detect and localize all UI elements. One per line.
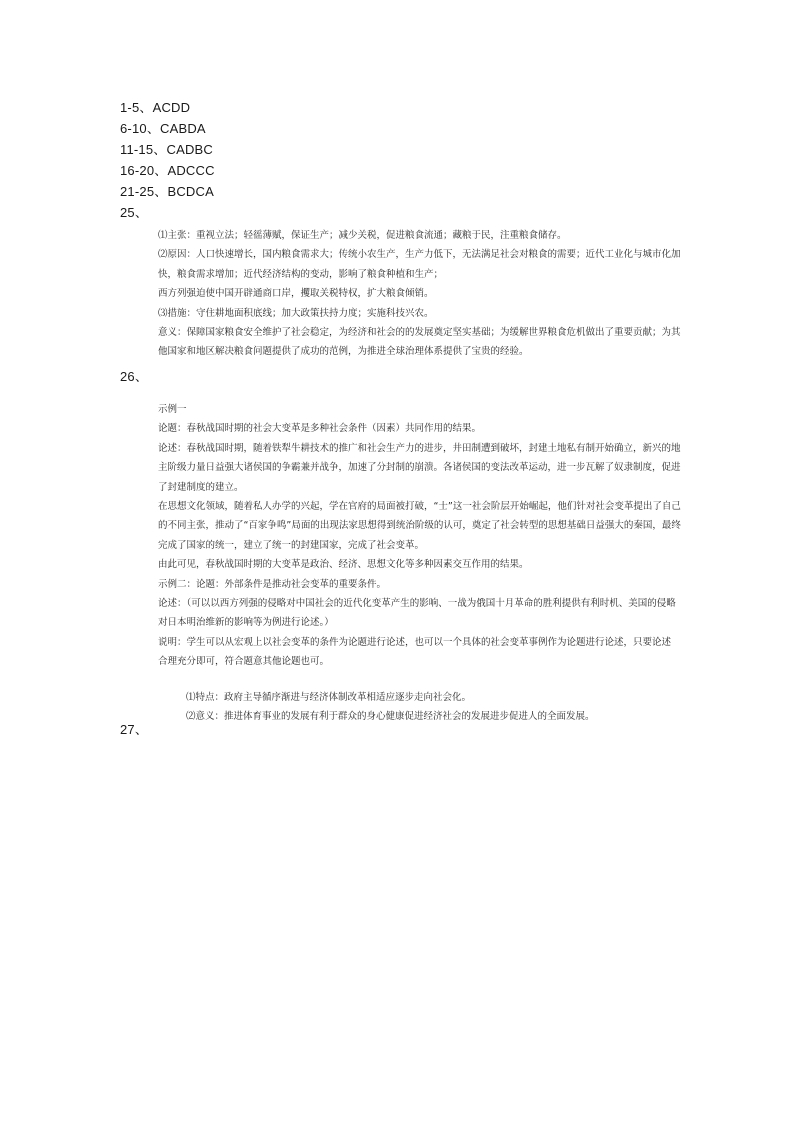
question-26-answer (158, 400, 681, 672)
q26-line: 论述：（可以以西方列强的侵略对中国社会的近代化变革产生的影响、一战为俄国十月革命的胜利提供有利时机、美国的侵略 (158, 598, 676, 610)
q26-line: 示例一 (158, 404, 187, 415)
q26-line: 由此可见，春秋战国时期的大变革是政治、经济、思想文化等多种因素交互作用的结果。 (158, 559, 529, 571)
q26-line: 对日本明治维新的影响等为例进行论述。） (158, 617, 334, 629)
q25-line: 他国家和地区解决粮食问题提供了成功的范例，为推进全球治理体系提供了宝贵的经验。 (158, 346, 529, 358)
q26-line: 主阶级力量日益强大诸侯国的争霸兼并战争，加速了分封制的崩溃。各诸侯国的变法改革运动，进一步瓦解了奴隶制度，促进 (158, 462, 681, 474)
question-26-label: 26、 (120, 369, 149, 384)
q26-line: 论题：春秋战国时期的社会大变革是多种社会条件（因素）共同作用的结果。 (158, 423, 482, 435)
q26-line: 完成了国家的统一，建立了统一的封建国家，完成了社会变革。 (158, 539, 425, 551)
q27-line: ⑴特点：政府主导循序渐进与经济体制改革相适应逐步走向社会化。 (186, 692, 472, 703)
q25-line: ⑴主张：重视立法；轻徭薄赋，保证生产；减少关税，促进粮食流通；藏粮于民，注重粮食储存。 (158, 230, 567, 241)
q25-line: 意义：保障国家粮食安全维护了社会稳定，为经济和社会的的发展奠定坚实基础；为缓解世界粮食危机做出了重要贡献；为其 (158, 327, 681, 339)
q26-line: 了封建制度的建立。 (158, 481, 244, 493)
q26-line: 说明：学生可以从宏观上以社会变革的条件为论题进行论述，也可以一个具体的社会变革事例作为论题进行论述，只要论述 (158, 636, 672, 648)
question-27-answer (186, 688, 666, 727)
q26-line: 合理充分即可，符合题意其他论题也可。 (158, 656, 330, 668)
answer-line-2: 6-10、CABDA (120, 121, 206, 136)
q26-line: 示例二：论题：外部条件是推动社会变革的重要条件。 (158, 578, 387, 590)
question-25-label: 25、 (120, 205, 149, 220)
q25-line: ⑵原因：人口快速增长，国内粮食需求大；传统小农生产，生产力低下，无法满足社会对粮食的需要；近代工业化与城市化加 (158, 249, 681, 261)
answer-line-4: 16-20、ADCCC (120, 163, 215, 178)
answer-line-1: 1-5、ACDD (120, 100, 191, 115)
q26-line: 在思想文化领域，随着私人办学的兴起，学在官府的局面被打破，“士”这一社会阶层开始崛起，他们针对社会变革提出了自己 (158, 501, 681, 513)
answer-line-5: 21-25、BCDCA (120, 184, 214, 199)
question-27-label: 27、 (120, 722, 149, 737)
q27-line: ⑵意义：推进体育事业的发展有利于群众的身心健康促进经济社会的发展进步促进人的全面发展。 (186, 711, 595, 723)
q25-line: 快，粮食需求增加；近代经济结构的变动，影响了粮食种植和生产； (158, 268, 444, 280)
q26-line: 的不同主张，推动了“百家争鸣”局面的出现法家思想得到统治阶级的认可，奠定了社会转型的思想基础日益强大的秦国，最终 (158, 520, 681, 532)
q26-line: 论述：春秋战国时期，随着铁犁牛耕技术的推广和社会生产力的进步，井田制遭到破坏，封建土地私有制开始确立，新兴的地 (158, 442, 681, 454)
q25-line: ⑶措施：守住耕地面积底线；加大政策扶持力度；实施科技兴农。 (158, 307, 434, 319)
question-25-answer (158, 226, 681, 362)
q25-line: 西方列强迫使中国开辟通商口岸，攫取关税特权，扩大粮食倾销。 (158, 288, 434, 300)
answer-line-3: 11-15、CADBC (120, 142, 213, 157)
